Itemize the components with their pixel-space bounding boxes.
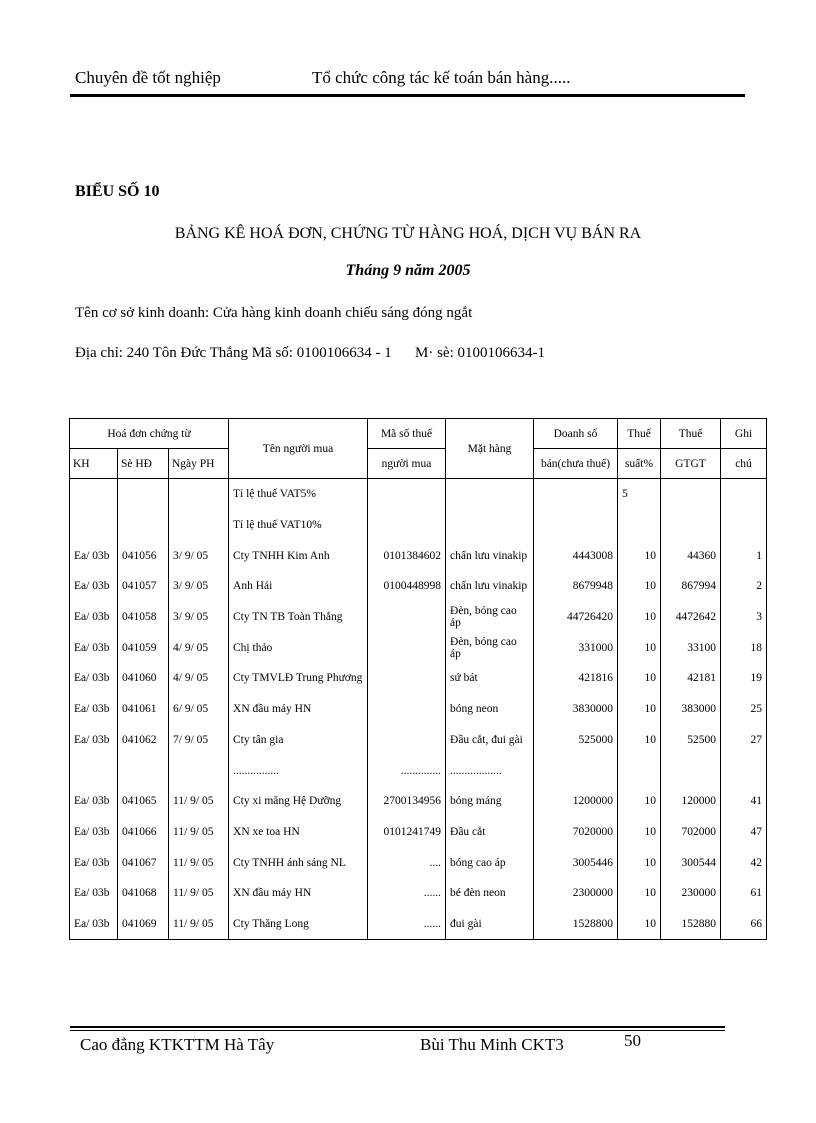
cell-note: 61: [721, 878, 767, 909]
cell-item: bóng cao áp: [446, 847, 534, 878]
table-row: [70, 663, 767, 694]
table-row: [70, 510, 767, 541]
cell-kh: Ea/ 03b: [70, 602, 118, 633]
cell-so-hd: [118, 510, 169, 541]
cell-revenue: 7020000: [534, 817, 618, 848]
cell-item: Đèn, bóng cao áp: [446, 602, 534, 633]
header-ngay-ph: Ngày PH: [169, 449, 229, 479]
cell-revenue: 1200000: [534, 786, 618, 817]
cell-tax-id: ....: [368, 847, 446, 878]
cell-kh: Ea/ 03b: [70, 632, 118, 663]
cell-rate: 10: [618, 663, 661, 694]
cell-note: [721, 755, 767, 786]
cell-so-hd: 041066: [118, 817, 169, 848]
cell-so-hd: [118, 755, 169, 786]
table-row: [70, 632, 767, 663]
footer-rule: [70, 1026, 725, 1028]
cell-so-hd: 041062: [118, 725, 169, 756]
document-title: BẢNG KÊ HOÁ ĐƠN, CHỨNG TỪ HÀNG HOÁ, DỊCH VỤ BÁN RA: [174, 225, 642, 242]
table-row: [70, 694, 767, 725]
cell-item: sứ bát: [446, 663, 534, 694]
header-tax-id-bottom: người mua: [368, 449, 446, 479]
table-row: [70, 725, 767, 756]
cell-ngay-ph: 7/ 9/ 05: [169, 725, 229, 756]
cell-vat: 4472642: [661, 602, 721, 633]
business-address: Địa chỉ: 240 Tôn Đức Thắng Mã số: 0100106634 - 1: [75, 345, 392, 361]
cell-tax-id: [368, 632, 446, 663]
cell-rate: 10: [618, 632, 661, 663]
cell-vat: [661, 510, 721, 541]
cell-item: chấn lưu vinakip: [446, 571, 534, 602]
cell-vat: [661, 755, 721, 786]
cell-item: chấn lưu vinakip: [446, 540, 534, 571]
cell-revenue: 2300000: [534, 878, 618, 909]
cell-buyer: Cty TNHH ánh sáng NL: [229, 847, 368, 878]
cell-vat: 152880: [661, 909, 721, 940]
header-revenue-top: Doanh số: [534, 419, 618, 449]
cell-so-hd: 041059: [118, 632, 169, 663]
cell-tax-id: [368, 479, 446, 510]
table-row: [70, 847, 767, 878]
cell-so-hd: 041060: [118, 663, 169, 694]
table-header-row-1: [70, 419, 767, 449]
cell-revenue: [534, 510, 618, 541]
cell-kh: Ea/ 03b: [70, 817, 118, 848]
cell-tax-id: ......: [368, 909, 446, 940]
cell-item: [446, 479, 534, 510]
cell-item: Đầu cắt: [446, 817, 534, 848]
cell-item: bóng neon: [446, 694, 534, 725]
header-buyer: Tên người mua: [229, 419, 368, 479]
business-name: Tên cơ sở kinh doanh: Cửa hàng kinh doanh chiếu sáng đóng ngắt: [75, 305, 473, 321]
cell-rate: 10: [618, 878, 661, 909]
cell-revenue: 8679948: [534, 571, 618, 602]
table-row: [70, 786, 767, 817]
cell-rate: 5: [618, 479, 661, 510]
cell-ngay-ph: 3/ 9/ 05: [169, 540, 229, 571]
header-rule: [70, 94, 745, 97]
cell-revenue: 4443008: [534, 540, 618, 571]
cell-kh: [70, 755, 118, 786]
cell-buyer: XN xe toa HN: [229, 817, 368, 848]
cell-note: 41: [721, 786, 767, 817]
cell-buyer: Tỉ lệ thuế VAT5%: [229, 479, 368, 510]
cell-rate: 10: [618, 847, 661, 878]
cell-vat: 42181: [661, 663, 721, 694]
cell-ngay-ph: 4/ 9/ 05: [169, 663, 229, 694]
cell-tax-id: ..............: [368, 755, 446, 786]
header-rate-bottom: suất%: [618, 449, 661, 479]
cell-so-hd: 041057: [118, 571, 169, 602]
cell-rate: 10: [618, 909, 661, 940]
cell-item: ..................: [446, 755, 534, 786]
cell-ngay-ph: 11/ 9/ 05: [169, 909, 229, 940]
header-left: Chuyên đề tốt nghiệp: [75, 68, 221, 87]
cell-so-hd: 041058: [118, 602, 169, 633]
cell-ngay-ph: [169, 510, 229, 541]
footer-center: Bùi Thu Minh CKT3: [420, 1035, 564, 1054]
header-revenue-bottom: bán(chưa thuế): [534, 449, 618, 479]
cell-item: [446, 510, 534, 541]
table-header-row-2: [70, 449, 767, 479]
cell-revenue: 44726420: [534, 602, 618, 633]
cell-vat: 300544: [661, 847, 721, 878]
table-row: [70, 479, 767, 510]
cell-tax-id: 0100448998: [368, 571, 446, 602]
header-vat-top: Thuế: [661, 419, 721, 449]
cell-note: [721, 510, 767, 541]
table-row: [70, 602, 767, 633]
cell-kh: Ea/ 03b: [70, 847, 118, 878]
cell-kh: Ea/ 03b: [70, 878, 118, 909]
cell-ngay-ph: 3/ 9/ 05: [169, 602, 229, 633]
cell-so-hd: 041069: [118, 909, 169, 940]
cell-so-hd: 041067: [118, 847, 169, 878]
cell-kh: Ea/ 03b: [70, 571, 118, 602]
bieu-so-label: BIỂU SỐ 10: [75, 183, 160, 200]
cell-buyer: Cty Thăng Long: [229, 909, 368, 940]
cell-note: 19: [721, 663, 767, 694]
cell-vat: 867994: [661, 571, 721, 602]
cell-revenue: 525000: [534, 725, 618, 756]
header-kh: KH: [70, 449, 118, 479]
header-invoice-group: Hoá đơn chứng từ: [70, 419, 229, 449]
cell-kh: Ea/ 03b: [70, 694, 118, 725]
cell-note: 25: [721, 694, 767, 725]
table-row: [70, 909, 767, 940]
cell-revenue: [534, 755, 618, 786]
cell-ngay-ph: 4/ 9/ 05: [169, 632, 229, 663]
cell-vat: 52500: [661, 725, 721, 756]
header-tax-id-top: Mã số thuế: [368, 419, 446, 449]
cell-tax-id: [368, 602, 446, 633]
cell-revenue: 3005446: [534, 847, 618, 878]
cell-rate: 10: [618, 817, 661, 848]
header-item: Mặt hàng: [446, 419, 534, 479]
cell-tax-id: [368, 510, 446, 541]
cell-ngay-ph: 3/ 9/ 05: [169, 571, 229, 602]
cell-so-hd: [118, 479, 169, 510]
cell-rate: [618, 510, 661, 541]
cell-note: [721, 479, 767, 510]
cell-ngay-ph: 11/ 9/ 05: [169, 847, 229, 878]
cell-so-hd: 041061: [118, 694, 169, 725]
cell-buyer: Cty TNHH Kim Anh: [229, 540, 368, 571]
cell-buyer: Cty TN TB Toàn Thắng: [229, 602, 368, 633]
table-row: [70, 878, 767, 909]
footer-left: Cao đẳng KTKTTM Hà Tây: [80, 1035, 275, 1054]
cell-vat: 44360: [661, 540, 721, 571]
cell-buyer: XN đầu máy HN: [229, 694, 368, 725]
cell-buyer: XN đầu máy HN: [229, 878, 368, 909]
cell-tax-id: [368, 663, 446, 694]
table-row: [70, 540, 767, 571]
table-row: [70, 817, 767, 848]
header-vat-bottom: GTGT: [661, 449, 721, 479]
page-number: 50: [624, 1031, 641, 1050]
table-row: [70, 571, 767, 602]
cell-tax-id: [368, 694, 446, 725]
cell-buyer: Cty tân gia: [229, 725, 368, 756]
cell-kh: Ea/ 03b: [70, 909, 118, 940]
cell-vat: 702000: [661, 817, 721, 848]
cell-revenue: 1528800: [534, 909, 618, 940]
header-note-top: Ghi: [721, 419, 767, 449]
invoice-table: [69, 418, 767, 940]
cell-kh: Ea/ 03b: [70, 540, 118, 571]
cell-rate: [618, 755, 661, 786]
cell-kh: Ea/ 03b: [70, 725, 118, 756]
cell-kh: [70, 510, 118, 541]
cell-ngay-ph: [169, 755, 229, 786]
cell-tax-id: 0101384602: [368, 540, 446, 571]
cell-so-hd: 041056: [118, 540, 169, 571]
cell-note: 66: [721, 909, 767, 940]
cell-item: Đầu cắt, đui gài: [446, 725, 534, 756]
header-note-bottom: chú: [721, 449, 767, 479]
cell-kh: Ea/ 03b: [70, 786, 118, 817]
cell-kh: Ea/ 03b: [70, 663, 118, 694]
cell-so-hd: 041065: [118, 786, 169, 817]
cell-ngay-ph: [169, 479, 229, 510]
cell-vat: 230000: [661, 878, 721, 909]
cell-revenue: 331000: [534, 632, 618, 663]
header-center: Tổ chức công tác kế toán bán hàng.....: [312, 68, 571, 87]
cell-rate: 10: [618, 571, 661, 602]
header-so-hd: Sè HĐ: [118, 449, 169, 479]
cell-kh: [70, 479, 118, 510]
cell-buyer: Tỉ lệ thuế VAT10%: [229, 510, 368, 541]
cell-tax-id: 2700134956: [368, 786, 446, 817]
cell-buyer: ................: [229, 755, 368, 786]
table-row: [70, 755, 767, 786]
cell-note: 18: [721, 632, 767, 663]
cell-note: 1: [721, 540, 767, 571]
cell-item: đui gài: [446, 909, 534, 940]
cell-tax-id: ......: [368, 878, 446, 909]
cell-buyer: Cty xi măng Hệ Dưỡng: [229, 786, 368, 817]
cell-tax-id: [368, 725, 446, 756]
cell-ngay-ph: 11/ 9/ 05: [169, 878, 229, 909]
cell-item: bé đèn neon: [446, 878, 534, 909]
cell-note: 42: [721, 847, 767, 878]
cell-tax-id: 0101241749: [368, 817, 446, 848]
cell-rate: 10: [618, 725, 661, 756]
cell-note: 47: [721, 817, 767, 848]
cell-note: 2: [721, 571, 767, 602]
cell-buyer: Cty TMVLĐ Trung Phương: [229, 663, 368, 694]
cell-vat: 120000: [661, 786, 721, 817]
cell-revenue: 3830000: [534, 694, 618, 725]
cell-rate: 10: [618, 694, 661, 725]
cell-rate: 10: [618, 540, 661, 571]
cell-revenue: [534, 479, 618, 510]
cell-buyer: Chị thảo: [229, 632, 368, 663]
cell-note: 27: [721, 725, 767, 756]
tax-code: M· sè: 0100106634-1: [415, 345, 545, 361]
cell-vat: 33100: [661, 632, 721, 663]
header-rate-top: Thuế: [618, 419, 661, 449]
cell-note: 3: [721, 602, 767, 633]
cell-revenue: 421816: [534, 663, 618, 694]
cell-buyer: Anh Hải: [229, 571, 368, 602]
cell-ngay-ph: 11/ 9/ 05: [169, 786, 229, 817]
cell-rate: 10: [618, 786, 661, 817]
cell-item: Đèn, bóng cao áp: [446, 632, 534, 663]
cell-rate: 10: [618, 602, 661, 633]
cell-vat: [661, 479, 721, 510]
cell-item: bóng máng: [446, 786, 534, 817]
cell-so-hd: 041068: [118, 878, 169, 909]
cell-ngay-ph: 6/ 9/ 05: [169, 694, 229, 725]
cell-vat: 383000: [661, 694, 721, 725]
cell-ngay-ph: 11/ 9/ 05: [169, 817, 229, 848]
document-period: Tháng 9 năm 2005: [345, 262, 471, 279]
